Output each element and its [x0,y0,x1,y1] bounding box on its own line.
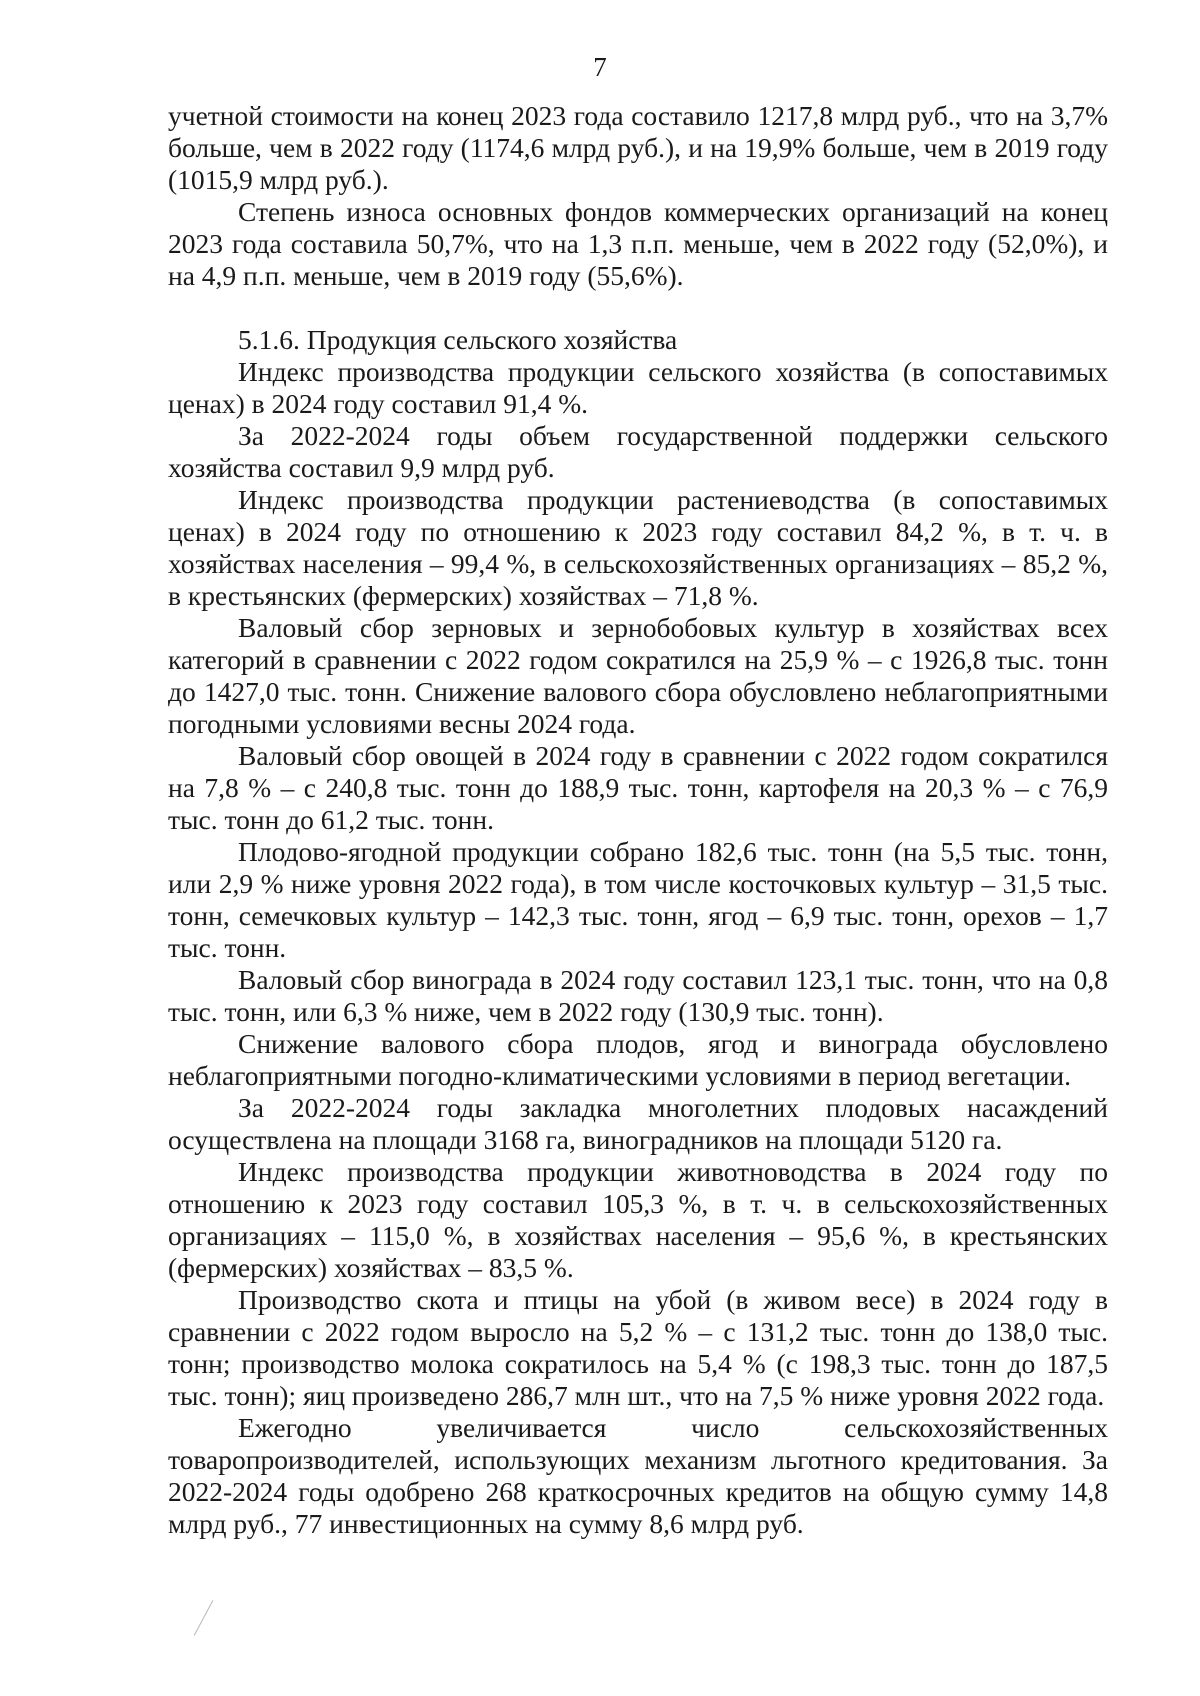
paragraph-meat-milk-eggs: Производство скота и птицы на убой (в живом весе) в 2024 году в сравнении с 2022 годом выросло на 5,2 % – с 131,2 тыс. тонн до 138,0 тыс. тонн; производство молока сократилось на 5,4 % (с 198,3 тыс. тонн до 187,5 тыс. тонн); яиц произведено 286,7 млн шт., что на 7,5 % ниже уровня 2022 года. [168,1284,1108,1411]
paragraph-vegetables: Валовый сбор овощей в 2024 году в сравнении с 2022 годом сократился на 7,8 % – с 240,8 тыс. тонн до 188,9 тыс. тонн, картофеля на 20,3 % – с 76,9 тыс. тонн до 61,2 тыс. тонн. [168,740,1108,835]
page-number: 7 [593,52,607,82]
paragraph-credits: Ежегодно увеличивается число сельскохозяйственных товаропроизводителей, использующих механизм льготного кредитования. За 2022-2024 годы одобрено 268 краткосрочных кредитов на общую сумму 14,8 млрд руб., 77 инвестиционных на сумму 8,6 млрд руб. [168,1412,1108,1539]
paragraph-crop-index: Индекс производства продукции растениеводства (в сопоставимых ценах) в 2024 году по отношению к 2023 году составил 84,2 %, в т. ч. в хозяйствах населения – 99,4 %, в сельскохозяйственных организациях – 85,2 %, в крестьянских (фермерских) хозяйствах – 71,8 %. [168,484,1108,611]
paragraph-agri-index: Индекс производства продукции сельского хозяйства (в сопоставимых ценах) в 2024 году составил 91,4 %. [168,356,1108,419]
document-body [168,100,1108,1540]
paragraph-continuation: учетной стоимости на конец 2023 года составило 1217,8 млрд руб., что на 3,7% больше, чем в 2022 году (1174,6 млрд руб.), и на 19,9% больше, чем в 2019 году (1015,9 млрд руб.). [168,100,1108,195]
paragraph-grain-harvest: Валовый сбор зерновых и зернобобовых культур в хозяйствах всех категорий в сравнении с 2022 годом сократился на 25,9 % – с 1926,8 тыс. тонн до 1427,0 тыс. тонн. Снижение валового сбора обусловлено неблагоприятными погодными условиями весны 2024 года. [168,612,1108,739]
paragraph-harvest-decline: Снижение валового сбора плодов, ягод и винограда обусловлено неблагоприятными погодно-климатическими условиями в период вегетации. [168,1028,1108,1091]
paragraph-fruit-berry: Плодово-ягодной продукции собрано 182,6 тыс. тонн (на 5,5 тыс. тонн, или 2,9 % ниже уровня 2022 года), в том числе косточковых культур – 31,5 тыс. тонн, семечковых культур – 142,3 тыс. тонн, ягод – 6,9 тыс. тонн, орехов – 1,7 тыс. тонн. [168,836,1108,963]
scan-mark [194,1600,214,1636]
paragraph-state-support: За 2022-2024 годы объем государственной поддержки сельского хозяйства составил 9,9 млрд руб. [168,420,1108,483]
paragraph-livestock-index: Индекс производства продукции животноводства в 2024 году по отношению к 2023 году составил 105,3 %, в т. ч. в сельскохозяйственных организациях – 115,0 %, в хозяйствах населения – 95,6 %, в крестьянских (фермерских) хозяйствах – 83,5 %. [168,1156,1108,1283]
paragraph-depreciation: Степень износа основных фондов коммерческих организаций на конец 2023 года составила 50,7%, что на 1,3 п.п. меньше, чем в 2022 году (52,0%), и на 4,9 п.п. меньше, чем в 2019 году (55,6%). [168,196,1108,291]
paragraph-grapes: Валовый сбор винограда в 2024 году составил 123,1 тыс. тонн, что на 0,8 тыс. тонн, или 6,3 % ниже, чем в 2022 году (130,9 тыс. тонн). [168,964,1108,1027]
paragraph-plantings: За 2022-2024 годы закладка многолетних плодовых насаждений осуществлена на площади 3168 га, виноградников на площади 5120 га. [168,1092,1108,1155]
section-heading: 5.1.6. Продукция сельского хозяйства [238,324,678,355]
